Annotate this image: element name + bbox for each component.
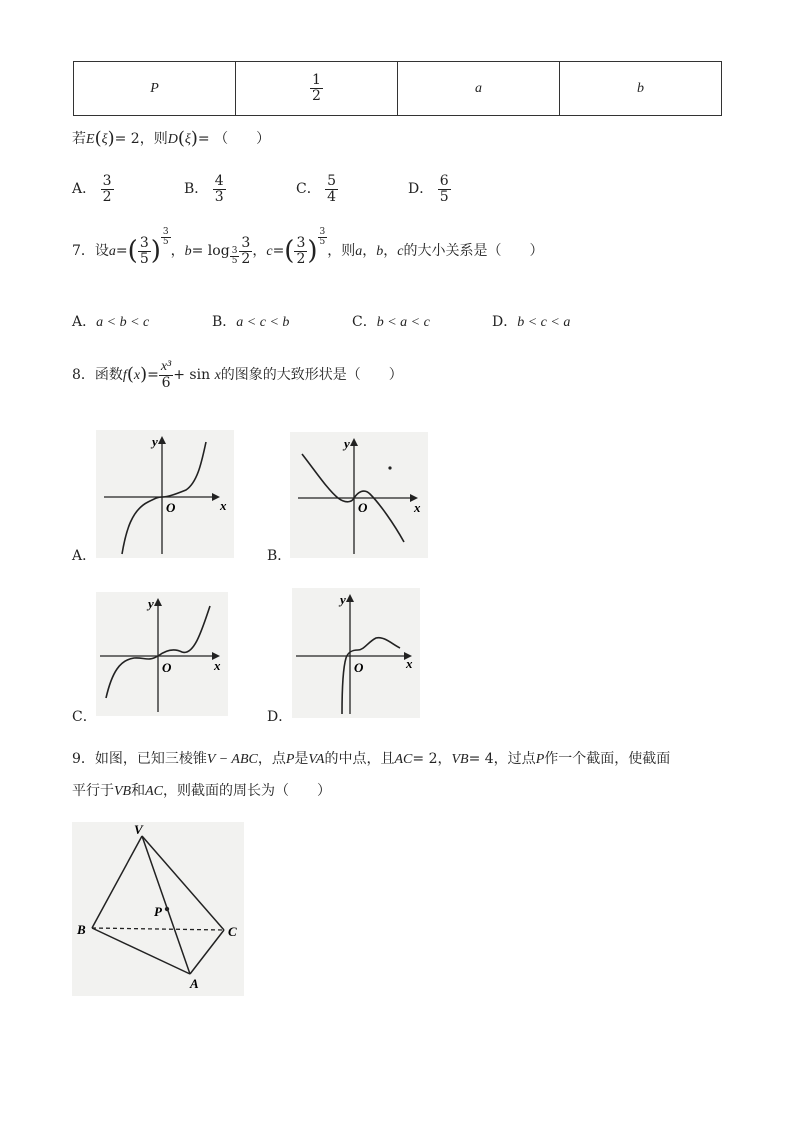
axis-y-label: y xyxy=(148,596,154,611)
graph-c-svg xyxy=(96,592,228,716)
graph-label-b: B． xyxy=(267,548,292,564)
option-label: C． xyxy=(352,314,377,330)
math-eq: = xyxy=(147,367,159,384)
math-b: b xyxy=(184,244,192,260)
stem-text: 的大小关系是（ ） xyxy=(403,243,544,260)
log-base-fraction xyxy=(230,247,240,267)
axis-y-label: y xyxy=(344,436,350,451)
math-x: x xyxy=(133,368,141,384)
option-text: b < a < c xyxy=(376,315,430,330)
fraction-denominator: 5 xyxy=(319,237,326,248)
stem-text: = （ ） xyxy=(197,131,271,147)
vertex-v-label: V xyxy=(134,822,143,837)
question-9-stem-line2 xyxy=(72,780,331,800)
option-text: b < c < a xyxy=(517,315,571,330)
option-b[interactable] xyxy=(212,311,289,331)
fraction-denominator: 5 xyxy=(162,237,169,248)
axis-y-label: y xyxy=(152,434,158,449)
axis-y-label: y xyxy=(340,592,346,607)
vertex-a-label: A xyxy=(190,976,199,991)
origin-label: O xyxy=(162,660,172,675)
fraction-numerator: 3 xyxy=(231,245,238,256)
fraction-numerator: 3 xyxy=(296,235,306,251)
stem-text: 是 xyxy=(294,751,309,767)
option-label: B． xyxy=(184,181,209,198)
stem-text: 若 xyxy=(72,131,86,147)
question-6-stem: 若E(ξ)= 2，则D(ξ)= （ ） xyxy=(72,128,271,149)
fraction-numerator: 3 xyxy=(162,227,169,237)
graph-label-d: D． xyxy=(267,709,293,725)
option-text: a < c < b xyxy=(236,315,290,330)
fraction xyxy=(294,236,307,266)
graph-option-b[interactable] xyxy=(290,432,428,558)
fraction-numerator: 3 xyxy=(102,173,112,189)
math-a: a xyxy=(108,244,116,260)
fraction-numerator: 3 xyxy=(319,227,326,237)
math-ac: AC xyxy=(394,752,413,767)
graph-option-d[interactable] xyxy=(292,588,420,718)
math-eq: = xyxy=(115,243,128,260)
axis-x-label: x xyxy=(214,658,221,673)
math-plus-sin: + sin xyxy=(173,367,211,384)
point-p-label: P xyxy=(154,904,162,919)
tetrahedron-svg xyxy=(72,822,244,996)
option-label: B． xyxy=(212,314,237,330)
math-p: P xyxy=(285,752,295,767)
option-a[interactable] xyxy=(72,311,149,331)
table-cell-half xyxy=(236,62,398,116)
fraction-numerator: 4 xyxy=(214,173,224,189)
fraction-denominator: 2 xyxy=(312,88,321,104)
fraction-denominator: 2 xyxy=(241,250,251,267)
stem-text: ，则 xyxy=(327,243,356,260)
fraction xyxy=(239,236,252,266)
math-eq: = xyxy=(272,243,285,260)
math-a: a xyxy=(355,244,363,260)
fraction xyxy=(310,73,323,103)
fraction-denominator: 6 xyxy=(161,374,171,391)
math-b: b xyxy=(376,244,384,260)
origin-label: O xyxy=(354,660,364,675)
stem-text: 平行于 xyxy=(72,783,114,799)
stem-text: ，则截面的周长为（ ） xyxy=(163,783,331,799)
fraction-denominator: 2 xyxy=(102,188,112,205)
graph-label-a: A． xyxy=(72,548,97,564)
stem-text: = 2，则 xyxy=(114,131,168,147)
table-header-cell: P xyxy=(74,62,236,116)
option-label: A． xyxy=(72,314,97,330)
option-b[interactable] xyxy=(184,174,226,204)
vertex-c-label: C xyxy=(228,924,237,939)
fraction-denominator: 2 xyxy=(296,250,306,267)
option-text: a < b < c xyxy=(96,315,150,330)
origin-label: O xyxy=(166,500,176,515)
fraction-numerator: 6 xyxy=(439,173,449,189)
stem-text: 的中点，且 xyxy=(324,751,395,767)
graph-d-svg xyxy=(292,588,420,718)
option-a[interactable] xyxy=(72,174,114,204)
stem-text: 和 xyxy=(131,783,146,799)
vertex-b-label: B xyxy=(77,922,86,937)
fraction-denominator: 3 xyxy=(214,188,224,205)
fraction-denominator: 4 xyxy=(327,188,337,205)
table-cell-b: b xyxy=(560,62,722,116)
stem-text: 9．如图，已知三棱锥 xyxy=(72,751,207,767)
fraction-denominator: 5 xyxy=(439,188,449,205)
math-log: = log xyxy=(191,243,230,260)
origin-label: O xyxy=(358,500,368,515)
option-label: D． xyxy=(492,314,518,330)
fraction xyxy=(213,174,226,204)
question-7-stem: 7．设a=( $\frac{3}{5}$ ) $^{\frac{3}{5}}$ ，b= log $_{\frac{3}{5}}$ $\frac{3}{2}$ ，c=( $\frac{3}{2}$ ) $^{\frac{3}{5}}$ ，则a，b，c的大小关系是（ ） xyxy=(72,227,544,267)
stem-text: ， xyxy=(362,243,377,260)
graph-a-svg xyxy=(96,430,234,558)
math-vb: VB xyxy=(451,752,469,767)
graph-option-a[interactable] xyxy=(96,430,234,558)
table-cell-a: a xyxy=(398,62,560,116)
stem-text: 7．设 xyxy=(72,243,109,260)
fraction xyxy=(138,236,151,266)
option-d[interactable] xyxy=(492,311,570,331)
math-xi: ξ xyxy=(184,132,191,147)
math-vb: VB xyxy=(114,784,132,799)
stem-text: ， xyxy=(383,243,398,260)
math-c: c xyxy=(397,244,404,260)
question-9-stem-line1 xyxy=(72,748,670,768)
axis-x-label: x xyxy=(406,656,413,671)
option-d[interactable] xyxy=(408,174,451,204)
fraction xyxy=(325,174,338,204)
distribution-table xyxy=(73,61,722,116)
fraction-numerator: 5 xyxy=(327,173,337,189)
fraction xyxy=(438,174,451,204)
table-row xyxy=(74,62,722,116)
math-c: c xyxy=(266,244,273,260)
fraction-denominator: 5 xyxy=(139,250,149,267)
stem-text: 的图象的大致形状是（ ） xyxy=(220,367,403,384)
stem-text: = 2， xyxy=(412,751,452,767)
question-8-stem: 8．函数f(x)= $\frac{\text{x³}}{6}$ + sin x的图象的大致形状是（ ） xyxy=(72,359,403,391)
math-E: E xyxy=(86,132,95,147)
stem-text: ， xyxy=(252,243,267,260)
option-label: C． xyxy=(296,181,321,198)
stem-text: 8．函数 xyxy=(72,367,123,384)
axis-x-label: x xyxy=(220,498,227,513)
math-xi: ξ xyxy=(101,132,108,147)
fraction xyxy=(159,360,173,390)
option-c[interactable] xyxy=(296,174,338,204)
stem-text: 作一个截面，使截面 xyxy=(544,751,671,767)
option-label: A． xyxy=(72,181,97,198)
graph-b-svg xyxy=(290,432,428,558)
stem-text: ，点 xyxy=(257,751,286,767)
axis-x-label: x xyxy=(414,500,421,515)
math-vabc: V − ABC xyxy=(206,752,258,767)
fraction-numerator: 1 xyxy=(312,72,321,89)
tetrahedron-figure xyxy=(72,822,244,996)
fraction-numerator: x³ xyxy=(160,359,172,374)
math-x: x xyxy=(214,368,221,384)
math-ac: AC xyxy=(145,784,163,799)
math-D: D xyxy=(167,132,178,147)
stem-text: ， xyxy=(170,243,185,260)
graph-option-c[interactable] xyxy=(96,592,228,716)
fraction-denominator: 5 xyxy=(231,255,238,266)
math-p: P xyxy=(535,752,545,767)
stem-text: = 4，过点 xyxy=(468,751,536,767)
option-label: D． xyxy=(408,181,434,198)
exponent-fraction xyxy=(161,228,171,248)
exponent-fraction xyxy=(318,228,328,248)
fraction-numerator: 3 xyxy=(139,235,149,251)
math-va: VA xyxy=(308,752,325,767)
fraction-numerator: 3 xyxy=(241,235,251,251)
math-f: f xyxy=(122,368,127,384)
fraction xyxy=(101,174,114,204)
option-c[interactable] xyxy=(352,311,430,331)
graph-label-c: C． xyxy=(72,709,97,725)
